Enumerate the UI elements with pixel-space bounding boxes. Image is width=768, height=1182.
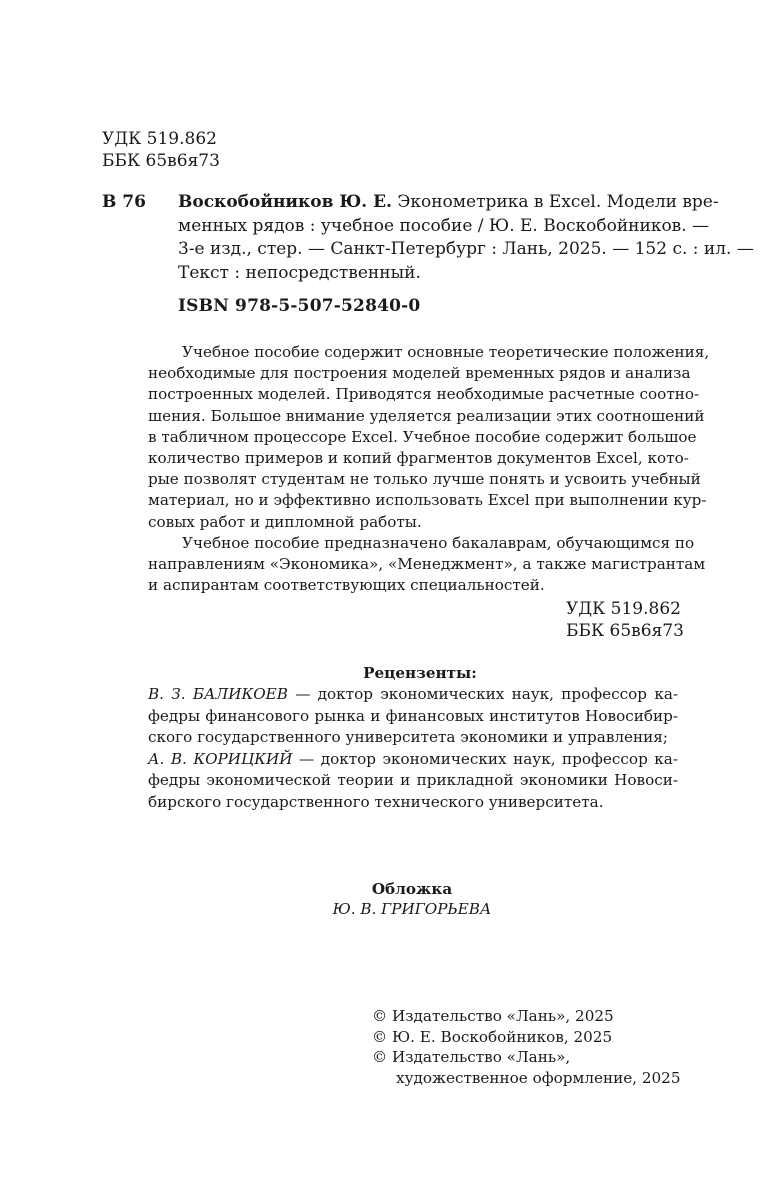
abstract-line: Учебное пособие предназначено бакалаврам, обучающимся по [182, 533, 695, 552]
abstract-line: построенных моделей. Приводятся необходимые расчетные соотно- [148, 385, 700, 404]
abstract-line: количество примеров и копий фрагментов документов Excel, кото- [148, 449, 689, 468]
reviewer-line: федры финансового рынка и финансовых институтов Новосибир- [148, 706, 678, 725]
copyright-line: художественное оформление, 2025 [396, 1068, 681, 1087]
reviewer-1-name: В. З. БАЛИКОЕВ [148, 685, 288, 703]
reviewer-line: федры экономической теории и прикладной экономики Новоси- [148, 771, 678, 790]
author-name: Воскобойников Ю. Е. [178, 192, 392, 212]
copyright-block [372, 1006, 681, 1088]
udk-code: УДК 519.862 [566, 599, 681, 619]
abstract-line: шения. Большое внимание уделяется реализации этих соотношений [148, 406, 705, 425]
reviewer-line: ского государственного университета экономики и управления; [148, 728, 668, 747]
biblio-line-4: Текст : непосредственный. [178, 262, 421, 283]
abstract-line: в табличном процессоре Excel. Учебное пособие содержит большое [148, 427, 697, 446]
right-classification-codes [566, 598, 684, 642]
abstract-line: и аспирантам соответствующих специальностей. [148, 576, 545, 595]
abstract-line: направлениям «Экономика», «Менеджмент», а также магистрантам [148, 555, 706, 574]
abstract-line: Учебное пособие содержит основные теоретические положения, [182, 343, 710, 361]
copyright-line: © Издательство «Лань», [372, 1048, 571, 1066]
reviewer-2-name: А. В. КОРИЦКИЙ [148, 749, 293, 768]
cover-heading: Обложка [371, 880, 453, 898]
isbn: ISBN 978-5-507-52840-0 [178, 296, 421, 316]
copyright-line: © Издательство «Лань», 2025 [372, 1007, 614, 1025]
biblio-line-2: менных рядов : учебное пособие / Ю. Е. Воскобойников. — [178, 215, 710, 236]
biblio-line-1: Эконометрика в Excel. Модели вре- [391, 192, 719, 212]
abstract-line: материал, но и эффективно использовать Excel при выполнении кур- [148, 491, 707, 510]
bbk-code: ББК 65в6я73 [566, 621, 684, 641]
cover-designer: Ю. В. ГРИГОРЬЕВА [332, 900, 492, 918]
abstract-line: совых работ и дипломной работы. [148, 512, 422, 531]
reviewers-heading: Рецензенты: [363, 664, 477, 682]
abstract-line: рые позволят студентам не только лучше понять и усвоить учебный [148, 470, 701, 489]
bbk-code: ББК 65в6я73 [102, 151, 220, 171]
reviewer-line: — доктор экономических наук, профессор ка- [287, 685, 679, 703]
author-mark: В 76 [102, 192, 146, 212]
bibliographic-record [178, 191, 754, 285]
reviewer-line: — доктор экономических наук, профессор ка- [292, 749, 678, 768]
copyright-line: © Ю. Е. Воскобойников, 2025 [372, 1027, 613, 1046]
reviewers [148, 684, 678, 814]
udk-code: УДК 519.862 [102, 129, 217, 149]
abstract [148, 342, 710, 596]
top-classification-codes [102, 128, 220, 172]
biblio-line-3: 3-е изд., стер. — Санкт-Петербург : Лань, 2025. — 152 с. : ил. — [178, 239, 754, 259]
reviewer-line: бирского государственного технического университета. [148, 792, 604, 811]
abstract-line: необходимые для построения моделей временных рядов и анализа [148, 364, 691, 383]
